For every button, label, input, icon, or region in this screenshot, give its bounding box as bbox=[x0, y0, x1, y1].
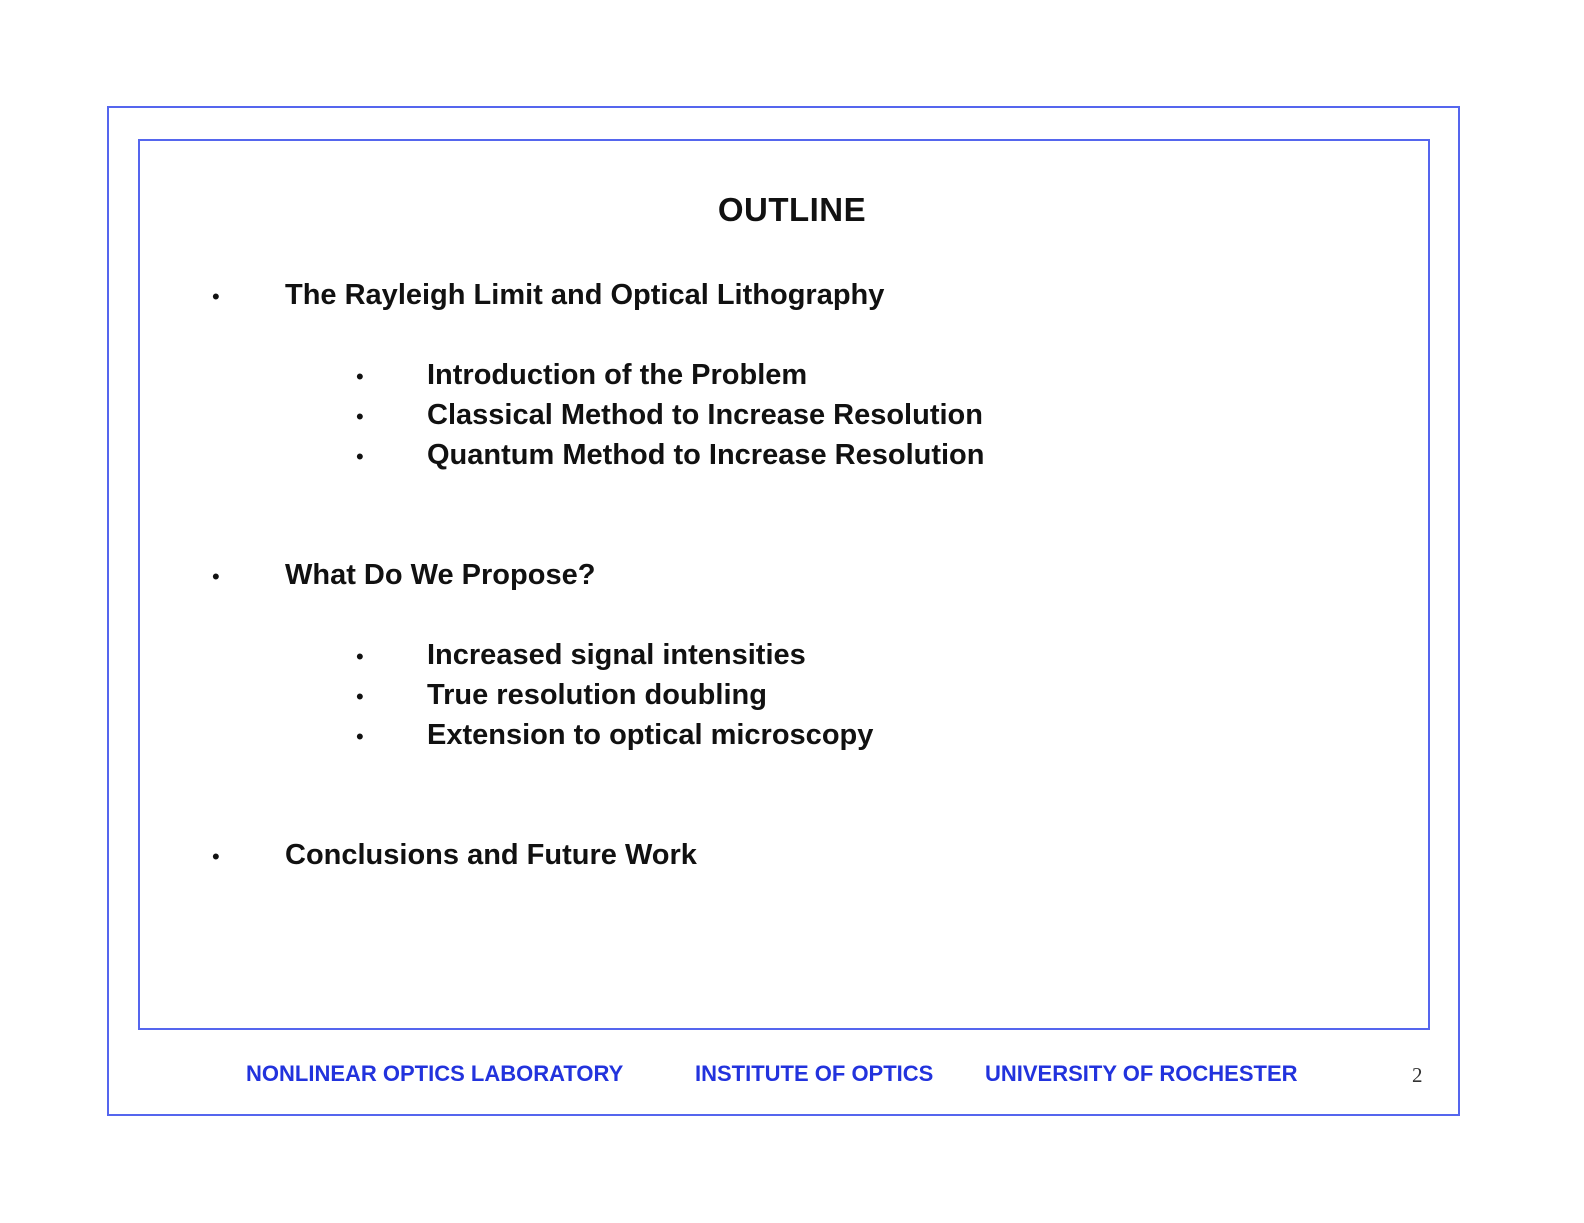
footer-university-name: UNIVERSITY OF ROCHESTER bbox=[985, 1061, 1298, 1086]
bullet-icon: • bbox=[356, 644, 364, 669]
footer-lab-name: NONLINEAR OPTICS LABORATORY bbox=[246, 1061, 624, 1086]
outline-subitem-microscopy: Extension to optical microscopy bbox=[427, 719, 874, 751]
page-number: 2 bbox=[1412, 1063, 1423, 1087]
bullet-icon: • bbox=[356, 444, 364, 469]
bullet-icon: • bbox=[356, 724, 364, 749]
bullet-icon: • bbox=[212, 844, 220, 869]
outline-item-rayleigh-limit: The Rayleigh Limit and Optical Lithography bbox=[285, 279, 885, 311]
outline-item-conclusions: Conclusions and Future Work bbox=[285, 839, 697, 871]
bullet-icon: • bbox=[212, 564, 220, 589]
outline-subitem-signal-intensities: Increased signal intensities bbox=[427, 639, 806, 671]
slide-title: OUTLINE bbox=[717, 191, 867, 228]
bullet-icon: • bbox=[356, 364, 364, 389]
outline-subitem-introduction: Introduction of the Problem bbox=[427, 359, 808, 391]
footer-institute-name: INSTITUTE OF OPTICS bbox=[695, 1061, 934, 1086]
bullet-icon: • bbox=[356, 404, 364, 429]
outline-subitem-resolution-doubling: True resolution doubling bbox=[427, 679, 767, 711]
bullet-icon: • bbox=[356, 684, 364, 709]
outline-item-proposal: What Do We Propose? bbox=[285, 559, 596, 591]
outline-subitem-classical-method: Classical Method to Increase Resolution bbox=[427, 399, 983, 431]
bullet-icon: • bbox=[212, 284, 220, 309]
outline-subitem-quantum-method: Quantum Method to Increase Resolution bbox=[427, 439, 985, 471]
